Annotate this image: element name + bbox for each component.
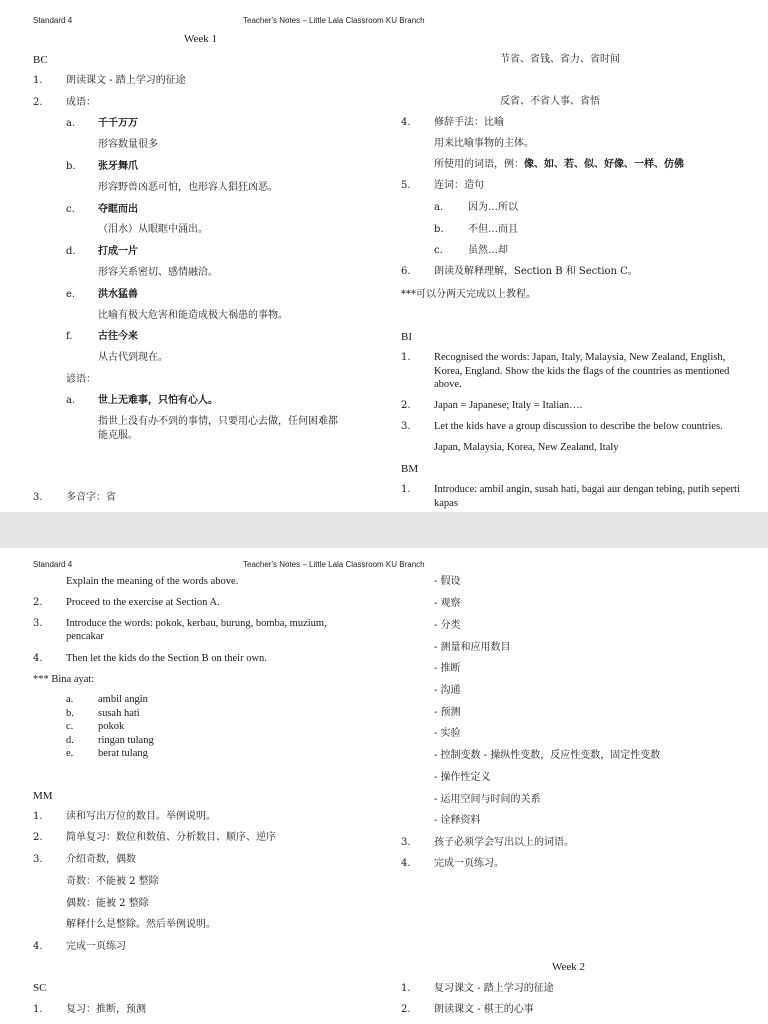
idiom-desc: 形容关系密切、感情融洽。 xyxy=(98,267,218,278)
skill-item: - 假设 xyxy=(434,576,461,587)
page-gap xyxy=(0,512,768,548)
list-item: Recognised the words: Japan, Italy, Malaysia, New Zealand, English, Korea, England. Show the kids the flags of the countries as mentioned above. xyxy=(434,352,730,390)
list-item: Let the kids have a group discussion to describe the below countries. xyxy=(434,421,723,432)
list-number: 1. xyxy=(33,75,43,86)
idiom-word: 打成一片 xyxy=(98,246,138,257)
list-item: 复习：推断，预测 xyxy=(66,1004,146,1015)
list-number: 4. xyxy=(33,941,43,952)
sub-letter: c. xyxy=(66,204,75,215)
list-number: 4. xyxy=(401,858,411,869)
section-title-bc: BC xyxy=(33,54,48,66)
idiom-desc: 从古代到现在。 xyxy=(98,352,168,363)
skill-item: - 运用空间与时间的关系 xyxy=(434,794,541,805)
sub-letter: a. xyxy=(66,118,76,129)
list-number: 1. xyxy=(33,1004,43,1015)
sub-letter: d. xyxy=(66,735,74,746)
list-number: 2. xyxy=(33,97,43,108)
example-prefix: 所使用的词语，例： xyxy=(434,159,524,170)
list-number: 3. xyxy=(33,854,43,865)
list-item-detail xyxy=(434,159,684,171)
list-number: 3. xyxy=(33,618,43,629)
skill-item: - 推断 xyxy=(434,663,461,674)
header-left: Standard 4 xyxy=(33,16,73,25)
list-item: Introduce: ambil angin, susah hati, bagai aur dengan tebing, putih seperti kapas xyxy=(434,484,740,509)
list-number: 5. xyxy=(401,180,411,191)
list-item-detail: 偶数：能被 2 整除 xyxy=(66,898,149,909)
polyphone-examples: 反省、不省人事、省悟 xyxy=(500,96,600,107)
idiom-word: 古往今来 xyxy=(98,331,138,342)
list-number: 1. xyxy=(401,352,411,363)
sub-letter: b. xyxy=(66,161,76,172)
idiom-desc: 形容数量很多 xyxy=(98,139,158,150)
list-number: 4. xyxy=(401,117,411,128)
list-item-detail: 奇数：不能被 2 整除 xyxy=(66,876,159,887)
list-item: Proceed to the exercise at Section A. xyxy=(66,597,220,608)
skill-item: - 观察 xyxy=(434,598,461,609)
sub-letter: f. xyxy=(66,331,73,342)
proverb-desc: 能克服。 xyxy=(98,430,138,441)
list-number: 2. xyxy=(401,1004,411,1015)
list-number: 6. xyxy=(401,266,411,277)
sentence-word: berat tulang xyxy=(98,748,148,759)
idiom-word: 夺眶而出 xyxy=(98,204,138,215)
list-item: 连词：造句 xyxy=(434,180,484,191)
section-title-bm: BM xyxy=(401,463,419,475)
conjunction: 因为…所以 xyxy=(468,202,518,213)
section-title-bi: BI xyxy=(401,331,412,343)
list-item: Explain the meaning of the words above. xyxy=(66,576,239,587)
list-number: 1. xyxy=(33,811,43,822)
list-number: 2. xyxy=(33,832,43,843)
list-item: Introduce the words: pokok, kerbau, burung, bomba, muzium, pencakar xyxy=(66,618,327,642)
list-number: 2. xyxy=(401,400,411,411)
week-heading: Week 2 xyxy=(552,961,586,973)
list-item: 修辞手法：比喻 xyxy=(434,117,504,128)
header-left: Standard 4 xyxy=(33,560,73,569)
idiom-desc: （泪水）从眼眶中涌出。 xyxy=(98,224,208,235)
list-item: 多音字：省 xyxy=(66,492,116,503)
list-item: Then let the kids do the Section B on their own. xyxy=(66,653,267,664)
sentence-word: susah hati xyxy=(98,708,140,719)
idiom-word: 洪水猛兽 xyxy=(98,289,138,300)
list-item: 朗读及解释理解，Section B 和 Section C。 xyxy=(434,266,638,277)
list-item: 完成一页练习 xyxy=(66,941,126,952)
sub-letter: a. xyxy=(66,694,74,705)
list-item: 简单复习：数位和数值、分析数目、顺序、逆序 xyxy=(66,832,276,843)
sub-letter: b. xyxy=(434,224,444,235)
list-number: 1. xyxy=(401,983,411,994)
list-item: 朗读课文 - 棋王的心事 xyxy=(434,1004,534,1015)
sub-letter: c. xyxy=(434,245,443,256)
sentence-word: ringan tulang xyxy=(98,735,154,746)
header-center: Teacher's Notes – Little Lala Classroom KU Branch xyxy=(243,16,425,25)
list-number: 3. xyxy=(401,421,411,432)
list-number: 3. xyxy=(401,837,411,848)
list-number: 2. xyxy=(33,597,43,608)
skill-item: - 测量和应用数目 xyxy=(434,642,511,653)
skill-item: - 控制变数 - 操纵性变数，反应性变数，固定性变数 xyxy=(434,750,661,761)
sub-letter: b. xyxy=(66,708,74,719)
list-number: 1. xyxy=(401,484,411,495)
sub-letter: c. xyxy=(66,721,74,732)
sentence-word: pokok xyxy=(98,721,125,732)
idiom-word: 张牙舞爪 xyxy=(98,161,138,172)
skill-item: - 分类 xyxy=(434,620,461,631)
section-title-sc: SC xyxy=(33,982,47,994)
list-item-detail: Japan, Malaysia, Korea, New Zealand, Italy xyxy=(434,442,619,453)
list-item: 介绍奇数，偶数 xyxy=(66,854,136,865)
skill-item: - 沟通 xyxy=(434,685,461,696)
document-page-2 xyxy=(0,548,768,1024)
list-number: 3. xyxy=(33,492,43,503)
proverb-text: 世上无难事，只怕有心人。 xyxy=(98,395,218,406)
sub-letter: a. xyxy=(434,202,444,213)
conjunction: 虽然…却 xyxy=(468,245,508,256)
polyphone-examples: 节省、省钱、省力、省时间 xyxy=(500,54,620,65)
list-item: 读和写出万位的数目。举例说明。 xyxy=(66,811,216,822)
idiom-desc: 比喻有极大危害和能造成极大祸患的事物。 xyxy=(98,310,288,321)
header-center: Teacher's Notes – Little Lala Classroom KU Branch xyxy=(243,560,425,569)
list-item-detail: 解释什么是整除。然后举例说明。 xyxy=(66,919,216,930)
conjunction: 不但…而且 xyxy=(468,224,518,235)
list-item: 完成一页练习。 xyxy=(434,858,504,869)
sentence-word: ambil angin xyxy=(98,694,148,705)
sub-letter: e. xyxy=(66,748,74,759)
idiom-word: 千千万万 xyxy=(98,118,138,129)
list-item: 成语： xyxy=(66,97,96,108)
idiom-desc: 形容野兽凶恶可怕，也形容人猖狂凶恶。 xyxy=(98,182,278,193)
skill-item: - 实验 xyxy=(434,728,461,739)
skill-item: - 诠释资料 xyxy=(434,815,481,826)
list-item: 孩子必须学会写出以上的词语。 xyxy=(434,837,574,848)
list-item: Japan = Japanese; Italy = Italian…. xyxy=(434,400,583,411)
sub-letter: e. xyxy=(66,289,76,300)
section-title-mm: MM xyxy=(33,790,53,802)
list-item: 复习课文 - 踏上学习的征途 xyxy=(434,983,554,994)
week-heading: Week 1 xyxy=(184,33,218,45)
list-item-detail: 用来比喻事物的主体。 xyxy=(434,138,534,149)
example-words: 像、如、若、似、好像、一样、仿佛 xyxy=(524,159,684,170)
note: ***可以分两天完成以上教程。 xyxy=(401,289,536,300)
list-item: 朗读课文 - 踏上学习的征途 xyxy=(66,75,186,86)
bina-ayat-heading: *** Bina ayat: xyxy=(33,674,95,685)
list-number: 4. xyxy=(33,653,43,664)
skill-item: - 预测 xyxy=(434,707,461,718)
proverb-desc: 指世上没有办不到的事情，只要用心去做，任何困难都 xyxy=(98,416,338,427)
proverb-heading: 谚语： xyxy=(66,374,96,385)
skill-item: - 操作性定义 xyxy=(434,772,491,783)
sub-letter: d. xyxy=(66,246,76,257)
sub-letter: a. xyxy=(66,395,76,406)
